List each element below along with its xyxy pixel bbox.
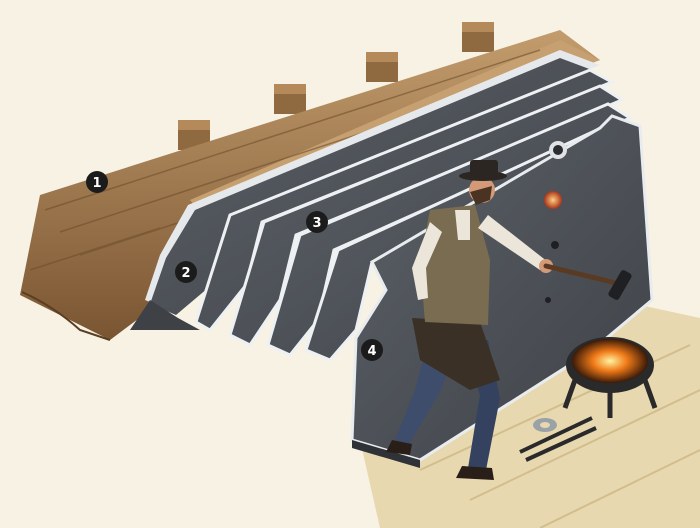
callout-3 [306, 211, 328, 233]
callout-number: 2 [181, 266, 191, 281]
callout-1 [86, 171, 108, 193]
callout-number: 3 [312, 216, 322, 231]
rivet-hole [545, 297, 551, 303]
callout-2 [175, 261, 197, 283]
callout-4 [361, 339, 383, 361]
hole-with-ring [549, 141, 567, 159]
rivet-hole [551, 241, 559, 249]
callout-number: 1 [92, 176, 102, 191]
callout-number: 4 [367, 344, 377, 359]
glowing-rivet [544, 191, 562, 209]
